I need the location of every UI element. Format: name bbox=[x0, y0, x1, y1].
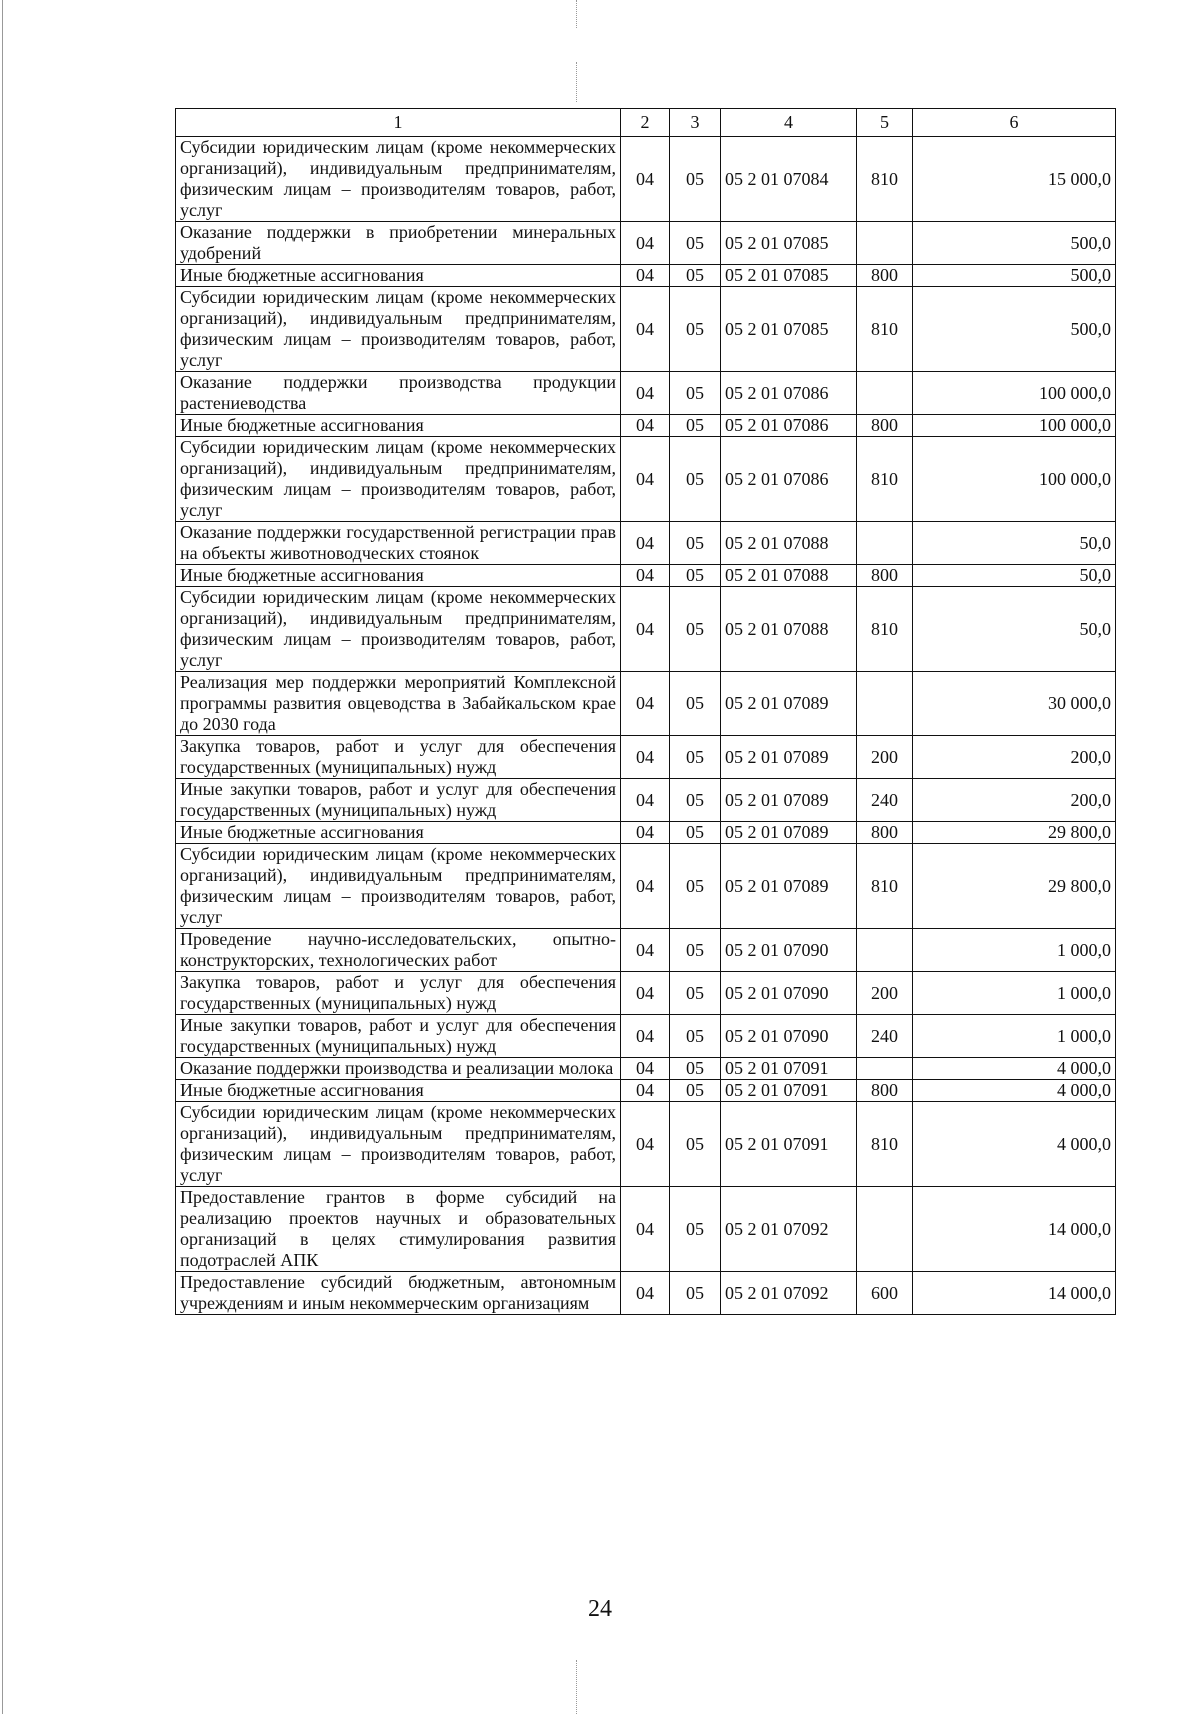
row-expense-type bbox=[857, 522, 913, 565]
row-code-section: 04 bbox=[621, 1015, 670, 1058]
row-code-section: 04 bbox=[621, 1187, 670, 1272]
table-row bbox=[176, 222, 1116, 265]
table-row bbox=[176, 565, 1116, 587]
table-row bbox=[176, 522, 1116, 565]
row-target-article: 05 2 01 07086 bbox=[721, 372, 857, 415]
row-expense-type: 240 bbox=[857, 1015, 913, 1058]
row-expense-type bbox=[857, 222, 913, 265]
budget-table bbox=[175, 108, 1116, 1315]
row-amount: 14 000,0 bbox=[913, 1272, 1116, 1315]
row-amount: 200,0 bbox=[913, 736, 1116, 779]
table-row bbox=[176, 137, 1116, 222]
row-target-article: 05 2 01 07090 bbox=[721, 1015, 857, 1058]
row-amount: 50,0 bbox=[913, 522, 1116, 565]
row-code-section: 04 bbox=[621, 587, 670, 672]
row-code-subsection: 05 bbox=[670, 972, 721, 1015]
row-amount: 1 000,0 bbox=[913, 972, 1116, 1015]
row-expense-type: 800 bbox=[857, 265, 913, 287]
row-description: Иные бюджетные ассигнования bbox=[176, 565, 621, 587]
row-target-article: 05 2 01 07089 bbox=[721, 822, 857, 844]
row-description: Иные бюджетные ассигнования bbox=[176, 822, 621, 844]
row-code-section: 04 bbox=[621, 372, 670, 415]
header-col-5: 5 bbox=[857, 109, 913, 137]
row-code-section: 04 bbox=[621, 736, 670, 779]
row-amount: 4 000,0 bbox=[913, 1058, 1116, 1080]
row-amount: 100 000,0 bbox=[913, 415, 1116, 437]
row-target-article: 05 2 01 07085 bbox=[721, 287, 857, 372]
row-amount: 500,0 bbox=[913, 287, 1116, 372]
row-target-article: 05 2 01 07092 bbox=[721, 1272, 857, 1315]
row-target-article: 05 2 01 07088 bbox=[721, 522, 857, 565]
row-code-section: 04 bbox=[621, 222, 670, 265]
row-code-section: 04 bbox=[621, 565, 670, 587]
row-code-section: 04 bbox=[621, 844, 670, 929]
row-target-article: 05 2 01 07088 bbox=[721, 587, 857, 672]
row-target-article: 05 2 01 07084 bbox=[721, 137, 857, 222]
row-code-subsection: 05 bbox=[670, 736, 721, 779]
row-amount: 30 000,0 bbox=[913, 672, 1116, 736]
row-expense-type: 810 bbox=[857, 1102, 913, 1187]
row-description: Субсидии юридическим лицам (кроме некоммерческих организаций), индивидуальным предпринимателям, физическим лицам – производителям товаров, работ, услуг bbox=[176, 844, 621, 929]
row-description: Субсидии юридическим лицам (кроме некоммерческих организаций), индивидуальным предпринимателям, физическим лицам – производителям товаров, работ, услуг bbox=[176, 587, 621, 672]
table-row bbox=[176, 1080, 1116, 1102]
row-target-article: 05 2 01 07090 bbox=[721, 972, 857, 1015]
row-code-subsection: 05 bbox=[670, 522, 721, 565]
row-target-article: 05 2 01 07089 bbox=[721, 844, 857, 929]
row-amount: 500,0 bbox=[913, 265, 1116, 287]
row-description: Иные бюджетные ассигнования bbox=[176, 265, 621, 287]
row-expense-type: 800 bbox=[857, 822, 913, 844]
row-target-article: 05 2 01 07085 bbox=[721, 222, 857, 265]
table-row bbox=[176, 1272, 1116, 1315]
row-code-subsection: 05 bbox=[670, 929, 721, 972]
row-expense-type: 600 bbox=[857, 1272, 913, 1315]
table-row bbox=[176, 779, 1116, 822]
row-expense-type: 800 bbox=[857, 565, 913, 587]
row-description: Оказание поддержки в приобретении минеральных удобрений bbox=[176, 222, 621, 265]
row-amount: 100 000,0 bbox=[913, 437, 1116, 522]
row-amount: 50,0 bbox=[913, 565, 1116, 587]
row-code-section: 04 bbox=[621, 929, 670, 972]
row-expense-type: 810 bbox=[857, 437, 913, 522]
table-row bbox=[176, 672, 1116, 736]
row-description: Оказание поддержки государственной регистрации прав на объекты животноводческих стоянок bbox=[176, 522, 621, 565]
row-description: Иные закупки товаров, работ и услуг для обеспечения государственных (муниципальных) нужд bbox=[176, 779, 621, 822]
row-description: Закупка товаров, работ и услуг для обеспечения государственных (муниципальных) нужд bbox=[176, 736, 621, 779]
row-amount: 500,0 bbox=[913, 222, 1116, 265]
row-code-section: 04 bbox=[621, 822, 670, 844]
row-code-subsection: 05 bbox=[670, 265, 721, 287]
row-expense-type: 810 bbox=[857, 137, 913, 222]
row-amount: 29 800,0 bbox=[913, 822, 1116, 844]
row-amount: 100 000,0 bbox=[913, 372, 1116, 415]
table-row bbox=[176, 437, 1116, 522]
row-target-article: 05 2 01 07091 bbox=[721, 1102, 857, 1187]
row-description: Субсидии юридическим лицам (кроме некоммерческих организаций), индивидуальным предпринимателям, физическим лицам – производителям товаров, работ, услуг bbox=[176, 437, 621, 522]
table-row bbox=[176, 372, 1116, 415]
row-description: Проведение научно-исследовательских, опытно-конструкторских, технологических работ bbox=[176, 929, 621, 972]
table-row bbox=[176, 844, 1116, 929]
header-col-1: 1 bbox=[176, 109, 621, 137]
row-target-article: 05 2 01 07092 bbox=[721, 1187, 857, 1272]
row-expense-type bbox=[857, 929, 913, 972]
row-code-section: 04 bbox=[621, 287, 670, 372]
row-description: Закупка товаров, работ и услуг для обеспечения государственных (муниципальных) нужд bbox=[176, 972, 621, 1015]
row-code-subsection: 05 bbox=[670, 137, 721, 222]
row-code-subsection: 05 bbox=[670, 672, 721, 736]
row-description: Предоставление субсидий бюджетным, автономным учреждениям и иным некоммерческим организациям bbox=[176, 1272, 621, 1315]
fold-mark-top bbox=[576, 0, 577, 28]
row-target-article: 05 2 01 07091 bbox=[721, 1080, 857, 1102]
row-code-subsection: 05 bbox=[670, 415, 721, 437]
row-expense-type bbox=[857, 1058, 913, 1080]
row-code-subsection: 05 bbox=[670, 287, 721, 372]
table-row bbox=[176, 415, 1116, 437]
row-code-subsection: 05 bbox=[670, 222, 721, 265]
row-code-section: 04 bbox=[621, 522, 670, 565]
row-code-section: 04 bbox=[621, 1080, 670, 1102]
row-target-article: 05 2 01 07089 bbox=[721, 736, 857, 779]
row-amount: 4 000,0 bbox=[913, 1102, 1116, 1187]
table-header-row bbox=[176, 109, 1116, 137]
row-code-subsection: 05 bbox=[670, 1187, 721, 1272]
page-number: 24 bbox=[588, 1596, 612, 1622]
row-target-article: 05 2 01 07085 bbox=[721, 265, 857, 287]
row-description: Субсидии юридическим лицам (кроме некоммерческих организаций), индивидуальным предпринимателям, физическим лицам – производителям товаров, работ, услуг bbox=[176, 137, 621, 222]
row-amount: 14 000,0 bbox=[913, 1187, 1116, 1272]
row-amount: 1 000,0 bbox=[913, 1015, 1116, 1058]
row-code-section: 04 bbox=[621, 437, 670, 522]
row-description: Предоставление грантов в форме субсидий на реализацию проектов научных и образовательных организаций в целях стимулирования развития подотраслей АПК bbox=[176, 1187, 621, 1272]
row-code-subsection: 05 bbox=[670, 779, 721, 822]
row-target-article: 05 2 01 07086 bbox=[721, 415, 857, 437]
row-expense-type: 200 bbox=[857, 736, 913, 779]
row-description: Оказание поддержки производства продукции растениеводства bbox=[176, 372, 621, 415]
table-body bbox=[176, 109, 1116, 1315]
table-row bbox=[176, 265, 1116, 287]
fold-mark-upper bbox=[576, 62, 577, 102]
table-row bbox=[176, 287, 1116, 372]
row-code-section: 04 bbox=[621, 779, 670, 822]
table-row bbox=[176, 1102, 1116, 1187]
row-code-section: 04 bbox=[621, 137, 670, 222]
row-expense-type: 800 bbox=[857, 415, 913, 437]
table-row bbox=[176, 822, 1116, 844]
row-amount: 50,0 bbox=[913, 587, 1116, 672]
fold-mark-bottom bbox=[576, 1660, 577, 1714]
row-code-subsection: 05 bbox=[670, 1058, 721, 1080]
row-expense-type: 810 bbox=[857, 587, 913, 672]
row-code-section: 04 bbox=[621, 1058, 670, 1080]
row-code-subsection: 05 bbox=[670, 1102, 721, 1187]
row-description: Реализация мер поддержки мероприятий Комплексной программы развития овцеводства в Забайкальском крае до 2030 года bbox=[176, 672, 621, 736]
row-amount: 29 800,0 bbox=[913, 844, 1116, 929]
row-target-article: 05 2 01 07086 bbox=[721, 437, 857, 522]
row-target-article: 05 2 01 07089 bbox=[721, 672, 857, 736]
header-col-4: 4 bbox=[721, 109, 857, 137]
row-expense-type: 240 bbox=[857, 779, 913, 822]
row-code-section: 04 bbox=[621, 1102, 670, 1187]
row-expense-type: 800 bbox=[857, 1080, 913, 1102]
row-target-article: 05 2 01 07089 bbox=[721, 779, 857, 822]
row-expense-type bbox=[857, 672, 913, 736]
row-code-subsection: 05 bbox=[670, 1015, 721, 1058]
row-expense-type: 810 bbox=[857, 844, 913, 929]
header-col-3: 3 bbox=[670, 109, 721, 137]
page-edge bbox=[2, 0, 3, 1714]
row-code-subsection: 05 bbox=[670, 587, 721, 672]
header-col-2: 2 bbox=[621, 109, 670, 137]
table-row bbox=[176, 736, 1116, 779]
row-code-section: 04 bbox=[621, 672, 670, 736]
row-description: Иные бюджетные ассигнования bbox=[176, 1080, 621, 1102]
row-code-subsection: 05 bbox=[670, 372, 721, 415]
row-code-section: 04 bbox=[621, 972, 670, 1015]
table-row bbox=[176, 1187, 1116, 1272]
table-row bbox=[176, 929, 1116, 972]
row-code-subsection: 05 bbox=[670, 565, 721, 587]
row-code-subsection: 05 bbox=[670, 844, 721, 929]
row-amount: 15 000,0 bbox=[913, 137, 1116, 222]
row-target-article: 05 2 01 07091 bbox=[721, 1058, 857, 1080]
row-code-section: 04 bbox=[621, 265, 670, 287]
header-col-6: 6 bbox=[913, 109, 1116, 137]
row-description: Субсидии юридическим лицам (кроме некоммерческих организаций), индивидуальным предпринимателям, физическим лицам – производителям товаров, работ, услуг bbox=[176, 1102, 621, 1187]
row-code-subsection: 05 bbox=[670, 1272, 721, 1315]
row-code-subsection: 05 bbox=[670, 437, 721, 522]
row-amount: 1 000,0 bbox=[913, 929, 1116, 972]
table-row bbox=[176, 972, 1116, 1015]
row-amount: 4 000,0 bbox=[913, 1080, 1116, 1102]
row-target-article: 05 2 01 07088 bbox=[721, 565, 857, 587]
row-description: Иные бюджетные ассигнования bbox=[176, 415, 621, 437]
row-expense-type bbox=[857, 372, 913, 415]
row-amount: 200,0 bbox=[913, 779, 1116, 822]
row-code-subsection: 05 bbox=[670, 822, 721, 844]
row-description: Иные закупки товаров, работ и услуг для обеспечения государственных (муниципальных) нужд bbox=[176, 1015, 621, 1058]
row-description: Оказание поддержки производства и реализации молока bbox=[176, 1058, 621, 1080]
table-row bbox=[176, 1015, 1116, 1058]
row-expense-type bbox=[857, 1187, 913, 1272]
table-row bbox=[176, 587, 1116, 672]
row-expense-type: 810 bbox=[857, 287, 913, 372]
row-code-subsection: 05 bbox=[670, 1080, 721, 1102]
row-expense-type: 200 bbox=[857, 972, 913, 1015]
row-code-section: 04 bbox=[621, 415, 670, 437]
row-code-section: 04 bbox=[621, 1272, 670, 1315]
table-row bbox=[176, 1058, 1116, 1080]
row-target-article: 05 2 01 07090 bbox=[721, 929, 857, 972]
row-description: Субсидии юридическим лицам (кроме некоммерческих организаций), индивидуальным предпринимателям, физическим лицам – производителям товаров, работ, услуг bbox=[176, 287, 621, 372]
